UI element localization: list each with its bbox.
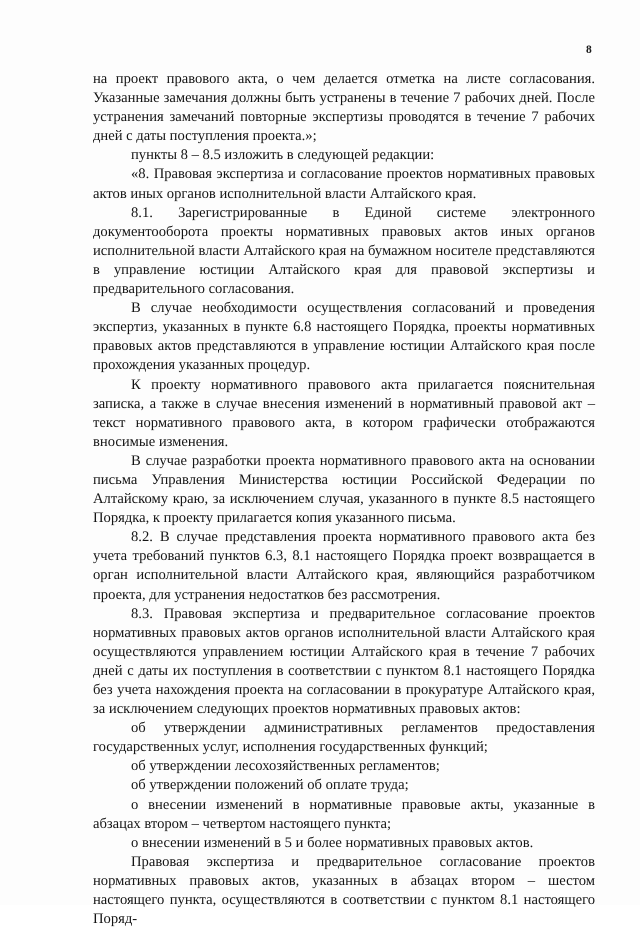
paragraph-8-2: 8.2. В случае представления проекта нормативного правового акта без учета требований пунктов 6.3, 8.1 настоящего Порядка проект возвращается в орган исполнительной власти Алтайского края, являющийся разработчиком проекта, для устранения недостатков без рассмотрения.: [93, 529, 595, 603]
paragraph-8-1-attachments: К проекту нормативного правового акта прилагается пояснительная записка, а также в случае внесения изменений в нормативный правовой акт – текст нормативного правового акта, в котором графически отображаются вносимые изменения.: [93, 376, 595, 450]
list-item-multiple-amendments: о внесении изменений в 5 и более нормативных правовых актов.: [131, 834, 534, 851]
paragraph-8-1: 8.1. Зарегистрированные в Единой системе электронного документооборота проекты нормативных правовых актов иных органов исполнительной власти Алтайского края на бумажном носителе представляются в управление юстиции Алтайского края для правовой экспертизы и предварительного согласования.: [93, 204, 595, 298]
paragraph-8-1-approvals: В случае необходимости осуществления согласований и проведения экспертиз, указанных в пункте 6.8 настоящего Порядка, проекты нормативных правовых актов представляются в управление юстиции Алтайского края после прохождения указанных процедур.: [93, 300, 595, 374]
document-body: [93, 70, 595, 929]
list-item-forestry-regulations: об утверждении лесохозяйственных регламентов;: [131, 758, 440, 775]
list-item-admin-regulations: об утверждении административных регламентов предоставления государственных услуг, исполнения государственных функций;: [93, 720, 595, 756]
list-item-pay-regulations: об утверждении положений об оплате труда;: [131, 777, 409, 794]
paragraph-amendment-instruction: пункты 8 – 8.5 изложить в следующей редакции:: [131, 147, 435, 164]
paragraph-8-3-procedure: Правовая экспертиза и предварительное согласование проектов нормативных правовых актов, указанных в абзацах втором – шестом настоящего пункта, осуществляются в соответствии с пунктом 8.1 настоящего Поряд-: [93, 853, 595, 928]
list-item-amendments: о внесении изменений в нормативные правовые акты, указанные в абзацах втором – четвертом настоящего пункта;: [93, 796, 595, 832]
paragraph-continuation: на проект правового акта, о чем делается отметка на листе согласования. Указанные замечания должны быть устранены в течение 7 рабочих дней. После устранения замечаний повторные экспертизы проводятся в течение 7 рабочих дней с даты поступления проекта.»;: [93, 71, 595, 145]
page-number: 8: [586, 44, 592, 56]
paragraph-8-1-letter: В случае разработки проекта нормативного правового акта на основании письма Управления Министерства юстиции Российской Федерации по Алтайскому краю, за исключением случая, указанного в пункте 8.5 настоящего Порядка, к проекту прилагается копия указанного письма.: [93, 452, 595, 527]
paragraph-section-8-title: «8. Правовая экспертиза и согласование проектов нормативных правовых актов иных органов исполнительной власти Алтайского края.: [93, 166, 595, 202]
paragraph-8-3: 8.3. Правовая экспертиза и предварительное согласование проектов нормативных правовых актов органов исполнительной власти Алтайского края осуществляются управлением юстиции Алтайского края в течение 7 рабочих дней с даты их поступления в соответствии с пунктом 8.1 настоящего Порядка без учета нахождения проекта на согласовании в прокуратуре Алтайского края, за исключением следующих проектов нормативных правовых актов:: [93, 605, 595, 718]
